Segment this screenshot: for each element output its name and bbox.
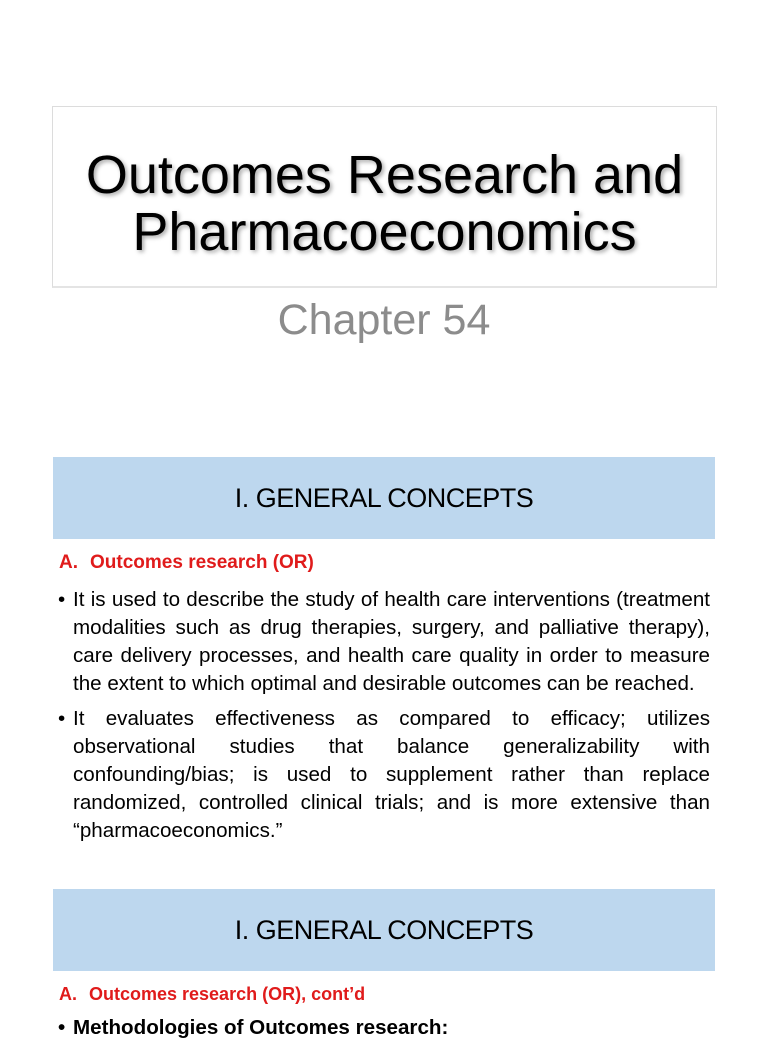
bullet-list: [58, 1014, 710, 1049]
general-concepts-contd-slide: [0, 880, 768, 1039]
bullet-item: • It is used to describe the study of health care interventions (treatment modalities such as drug therapies, surgery, and palliative therapy), care delivery processes, and health care quality in order to measure the extent to which optimal and desirable outcomes can be reached.: [58, 586, 710, 698]
title-box: [52, 106, 717, 288]
slide-title: [53, 147, 716, 261]
title-slide: [0, 0, 768, 440]
slide-header-bar: [53, 457, 715, 539]
section-title: Outcomes research (OR), cont’d: [89, 984, 366, 1004]
slide-subtitle: Chapter 54: [277, 296, 491, 344]
slide-header: I. GENERAL CONCEPTS: [234, 483, 534, 513]
slide-header-bar: [53, 889, 715, 971]
section-number: A.: [59, 984, 77, 1004]
slide-header: I. GENERAL CONCEPTS: [234, 915, 534, 945]
bullet-item: • It evaluates effectiveness as compared to efficacy; utilizes observational studies that balance generalizability with confounding/bias; is used to supplement rather than replace randomized, controlled clinical trials; and is more extensive than “pharmacoeconomics.”: [58, 705, 710, 845]
section-heading: [59, 984, 365, 1005]
bullet-item: • Methodologies of Outcomes research:: [58, 1014, 710, 1042]
section-number: A.: [59, 552, 78, 573]
general-concepts-slide: [0, 440, 768, 880]
section-heading: [59, 552, 314, 574]
section-title: Outcomes research (OR): [90, 552, 314, 573]
bullet-list: [58, 586, 710, 852]
title-line-2: Pharmacoeconomics: [132, 202, 637, 262]
title-line-1: Outcomes Research and: [85, 145, 684, 205]
